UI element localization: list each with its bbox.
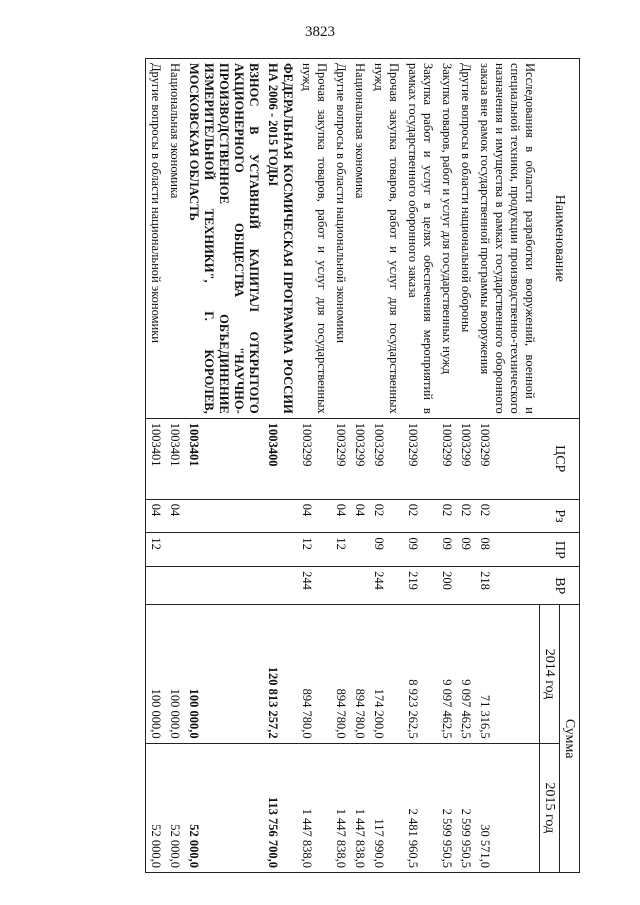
row-rz — [264, 499, 298, 533]
row-amount-2014: 100 000,0 — [146, 605, 166, 743]
row-amount-2014: 71 316,5 — [476, 605, 540, 743]
row-csr: 1003299 — [457, 418, 476, 499]
table-row — [457, 59, 476, 873]
table-row — [351, 59, 370, 873]
header-year-2014: 2014 год — [540, 605, 560, 743]
row-csr: 1003299 — [438, 418, 457, 499]
budget-table — [146, 58, 581, 873]
row-amount-2015: 1 447 838,0 — [298, 743, 332, 872]
row-pr — [351, 533, 370, 567]
table-row — [370, 59, 404, 873]
row-rz: 02 — [438, 499, 457, 533]
row-name: Закупка работ и услуг в целях обеспечения мероприятий в рамках государственного оборонного заказа — [404, 59, 438, 419]
row-csr: 1003299 — [370, 418, 404, 499]
header-sum: Сумма — [560, 605, 580, 873]
header-csr: ЦСР — [540, 418, 580, 499]
row-amount-2014: 9 097 462,5 — [457, 605, 476, 743]
row-name: Другие вопросы в области национальной обороны — [457, 59, 476, 419]
table-row — [146, 59, 166, 873]
row-amount-2015: 2 599 950,5 — [438, 743, 457, 872]
row-vr: 219 — [404, 567, 438, 605]
row-name: Другие вопросы в области национальной экономики — [332, 59, 351, 419]
row-pr: 12 — [332, 533, 351, 567]
row-name: Прочая закупка товаров, работ и услуг для государственных нужд — [370, 59, 404, 419]
row-name: Национальная экономика — [351, 59, 370, 419]
row-csr: 1003299 — [404, 418, 438, 499]
row-amount-2014: 174 200,0 — [370, 605, 404, 743]
row-amount-2014: 120 813 257,2 — [264, 605, 298, 743]
row-vr — [332, 567, 351, 605]
row-amount-2015: 52 000,0 — [146, 743, 166, 872]
row-vr: 244 — [298, 567, 332, 605]
row-csr: 1003299 — [298, 418, 332, 499]
header-vr: ВР — [540, 567, 580, 605]
row-pr — [185, 533, 264, 567]
table-row — [185, 59, 264, 873]
row-csr: 1003299 — [332, 418, 351, 499]
row-rz: 04 — [351, 499, 370, 533]
page-number: 3823 — [305, 24, 335, 40]
budget-table-sheet — [102, 58, 580, 873]
row-amount-2015: 1 447 838,0 — [351, 743, 370, 872]
row-pr: 09 — [438, 533, 457, 567]
row-amount-2014: 894 780,0 — [351, 605, 370, 743]
table-row — [166, 59, 185, 873]
row-name: Национальная экономика — [166, 59, 185, 419]
row-amount-2015: 117 990,0 — [370, 743, 404, 872]
row-amount-2015: 2 481 960,5 — [404, 743, 438, 872]
row-vr — [166, 567, 185, 605]
header-name: Наименование — [540, 59, 580, 419]
table-row — [332, 59, 351, 873]
row-vr — [146, 567, 166, 605]
row-amount-2014: 894 780,0 — [332, 605, 351, 743]
row-csr: 1003401 — [185, 418, 264, 499]
row-rz: 02 — [457, 499, 476, 533]
row-pr — [166, 533, 185, 567]
row-pr: 09 — [457, 533, 476, 567]
row-amount-2015: 113 756 700,0 — [264, 743, 298, 872]
row-rz: 02 — [404, 499, 438, 533]
row-name: Исследования в области разработки вооружений, военной и специальной техники, продукции производственно-технического назначения и имущества в рамках государственного оборонного заказа вне рамок государственной программы вооружения — [476, 59, 540, 419]
row-vr — [351, 567, 370, 605]
row-name: Другие вопросы в области национальной экономики — [146, 59, 166, 419]
row-vr — [457, 567, 476, 605]
row-pr — [264, 533, 298, 567]
row-amount-2014: 894 780,0 — [298, 605, 332, 743]
row-amount-2014: 8 923 262,5 — [404, 605, 438, 743]
row-name: Прочая закупка товаров, работ и услуг для государственных нужд — [298, 59, 332, 419]
header-rz: Рз — [540, 499, 580, 533]
row-name: ВЗНОС В УСТАВНЫЙ КАПИТАЛ ОТКРЫТОГО АКЦИОНЕРНОГО ОБЩЕСТВА "НАУЧНО-ПРОИЗВОДСТВЕННОЕ ОБЪЕДИНЕНИЕ ИЗМЕРИТЕЛЬНОЙ ТЕХНИКИ", Г. КОРОЛЕВ, МОСКОВСКАЯ ОБЛАСТЬ — [185, 59, 264, 419]
table-body — [146, 59, 540, 873]
row-amount-2015: 30 571,0 — [476, 743, 540, 872]
row-amount-2015: 1 447 838,0 — [332, 743, 351, 872]
row-pr: 09 — [404, 533, 438, 567]
row-vr: 200 — [438, 567, 457, 605]
row-amount-2014: 9 097 462,5 — [438, 605, 457, 743]
row-rz: 04 — [166, 499, 185, 533]
row-vr — [264, 567, 298, 605]
table-row — [264, 59, 298, 873]
table-row — [476, 59, 540, 873]
row-csr: 1003299 — [476, 418, 540, 499]
row-rz — [185, 499, 264, 533]
row-vr: 244 — [370, 567, 404, 605]
table-row — [298, 59, 332, 873]
row-csr: 1003401 — [146, 418, 166, 499]
row-rz: 02 — [476, 499, 540, 533]
row-amount-2015: 2 599 950,5 — [457, 743, 476, 872]
header-pr: ПР — [540, 533, 580, 567]
table-row — [438, 59, 457, 873]
row-csr: 1003400 — [264, 418, 298, 499]
row-pr: 09 — [370, 533, 404, 567]
row-csr: 1003299 — [351, 418, 370, 499]
table-row — [404, 59, 438, 873]
row-amount-2014: 100 000,0 — [185, 605, 264, 743]
row-rz: 04 — [332, 499, 351, 533]
row-csr: 1003401 — [166, 418, 185, 499]
row-rz: 04 — [146, 499, 166, 533]
row-pr: 08 — [476, 533, 540, 567]
row-amount-2014: 100 000,0 — [166, 605, 185, 743]
row-name: Закупка товаров, работ и услуг для государственных нужд — [438, 59, 457, 419]
header-year-2015: 2015 год — [540, 743, 560, 872]
row-rz: 04 — [298, 499, 332, 533]
row-rz: 02 — [370, 499, 404, 533]
row-vr: 218 — [476, 567, 540, 605]
row-vr — [185, 567, 264, 605]
row-pr: 12 — [146, 533, 166, 567]
row-name: ФЕДЕРАЛЬНАЯ КОСМИЧЕСКАЯ ПРОГРАММА РОССИИ НА 2006 - 2015 ГОДЫ — [264, 59, 298, 419]
row-amount-2015: 52 000,0 — [166, 743, 185, 872]
row-amount-2015: 52 000,0 — [185, 743, 264, 872]
row-pr: 12 — [298, 533, 332, 567]
